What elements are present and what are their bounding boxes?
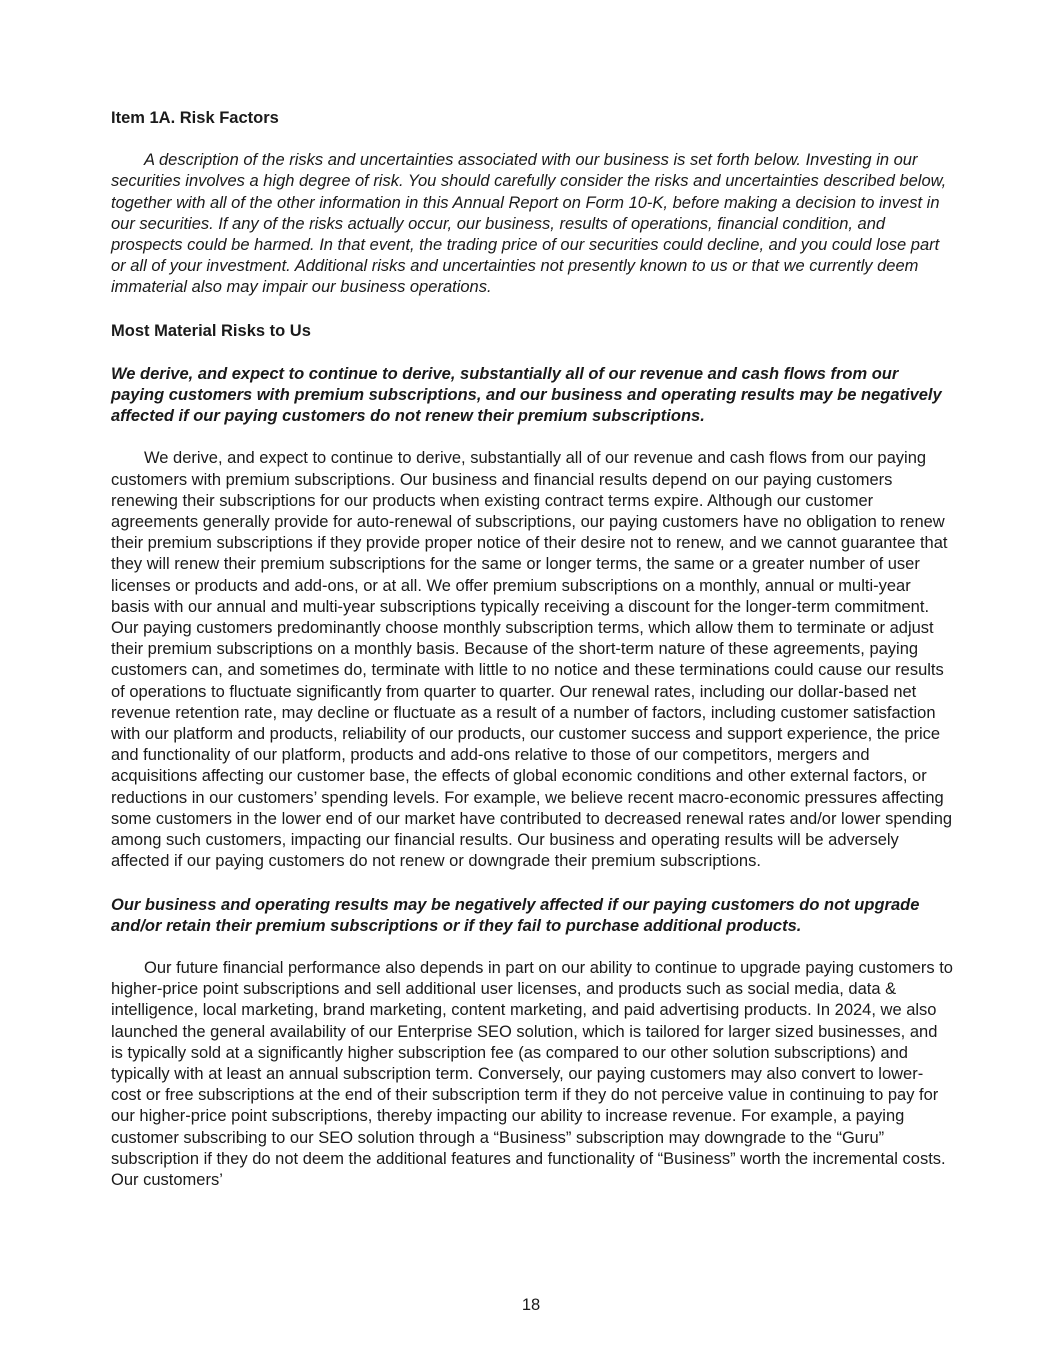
risk-body-paragraph: We derive, and expect to continue to derive, substantially all of our revenue and cash flows from our paying customers with premium subscriptions. Our business and financial results depend on our paying customers renewing their subscriptions for our products when existing contract terms expire. Although our customer agreements generally provide for auto-renewal of subscriptions, our paying customers have no obligation to renew their premium subscriptions if they provide proper notice of their desire not to renew, and we cannot guarantee that they will renew their premium subscriptions for the same or longer terms, the same or a greater number of user licenses or products and add-ons, or at all. We offer premium subscriptions on a monthly, annual or multi-year basis with our annual and multi-year subscriptions typically receiving a discount for the longer-term commitment. Our paying customers predominantly choose monthly subscription terms, which allow them to terminate or adjust their premium subscriptions on a monthly basis. Because of the short-term nature of these agreements, paying customers can, and sometimes do, terminate with little to no notice and these terminations could cause our results of operations to fluctuate significantly from quarter to quarter. Our renewal rates, including our dollar-based net revenue retention rate, may decline or fluctuate as a result of a number of factors, including customer satisfaction with our platform and products, reliability of our products, our customer success and support experience, the price and functionality of our platform, products and add-ons relative to those of our competitors, mergers and acquisitions affecting our customer base, the effects of global economic conditions and other external factors, or reductions in our customers’ spending levels. For example, we believe recent macro-economic pressures affecting some customers in the lower end of our market have contributed to decreased renewal rates and/or lower spending among such customers, impacting our financial results. Our business and operating results will be adversely affected if our paying customers do not renew or downgrade their premium subscriptions. <box>111 449 953 871</box>
risk-heading: We derive, and expect to continue to derive, substantially all of our revenue and cash flows from our paying customers with premium subscriptions, and our business and operating results may be negatively affected if our paying customers do not renew their premium subscriptions. <box>111 364 942 426</box>
item-heading: Item 1A. Risk Factors <box>111 109 279 127</box>
risk-body-paragraph: Our future financial performance also depends in part on our ability to continue to upgrade paying customers to higher-price point subscriptions and sell additional user licenses, and products such as social media, data & intelligence, local marketing, brand marketing, content marketing, and paid advertising products. In 2024, we also launched the general availability of our Enterprise SEO solution, which is tailored for larger sized businesses, and is typically sold at a significantly higher subscription fee (as compared to our other solution subscriptions) and typically with at least an annual subscription term. Conversely, our paying customers may also convert to lower-cost or free subscriptions at the end of their subscription term if they do not perceive value in continuing to pay for our higher-price point subscriptions, thereby impacting our ability to increase revenue. For example, a paying customer subscribing to our SEO solution through a “Business” subscription may downgrade to the “Guru” subscription if they do not deem the additional features and functionality of “Business” worth the incremental costs. Our customers’ <box>111 958 953 1189</box>
risk-heading: Our business and operating results may be negatively affected if our paying customers do not upgrade and/or retain their premium subscriptions or if they fail to purchase additional products. <box>111 895 920 935</box>
page-number: 18 <box>521 1296 541 1314</box>
intro-paragraph: A description of the risks and uncertainties associated with our business is set forth below. Investing in our securities involves a high degree of risk. You should carefully consider the risks and uncertainties described below, together with all of the other information in this Annual Report on Form 10-K, before making a decision to invest in our securities. If any of the risks actually occur, our business, results of operations, financial condition, and prospects could be harmed. In that event, the trading price of our securities could decline, and you could lose part or all of your investment. Additional risks and uncertainties not presently known to us or that we currently deem immaterial also may impair our business operations. <box>111 151 947 297</box>
page-content <box>111 108 953 1213</box>
section-heading: Most Material Risks to Us <box>111 321 311 340</box>
